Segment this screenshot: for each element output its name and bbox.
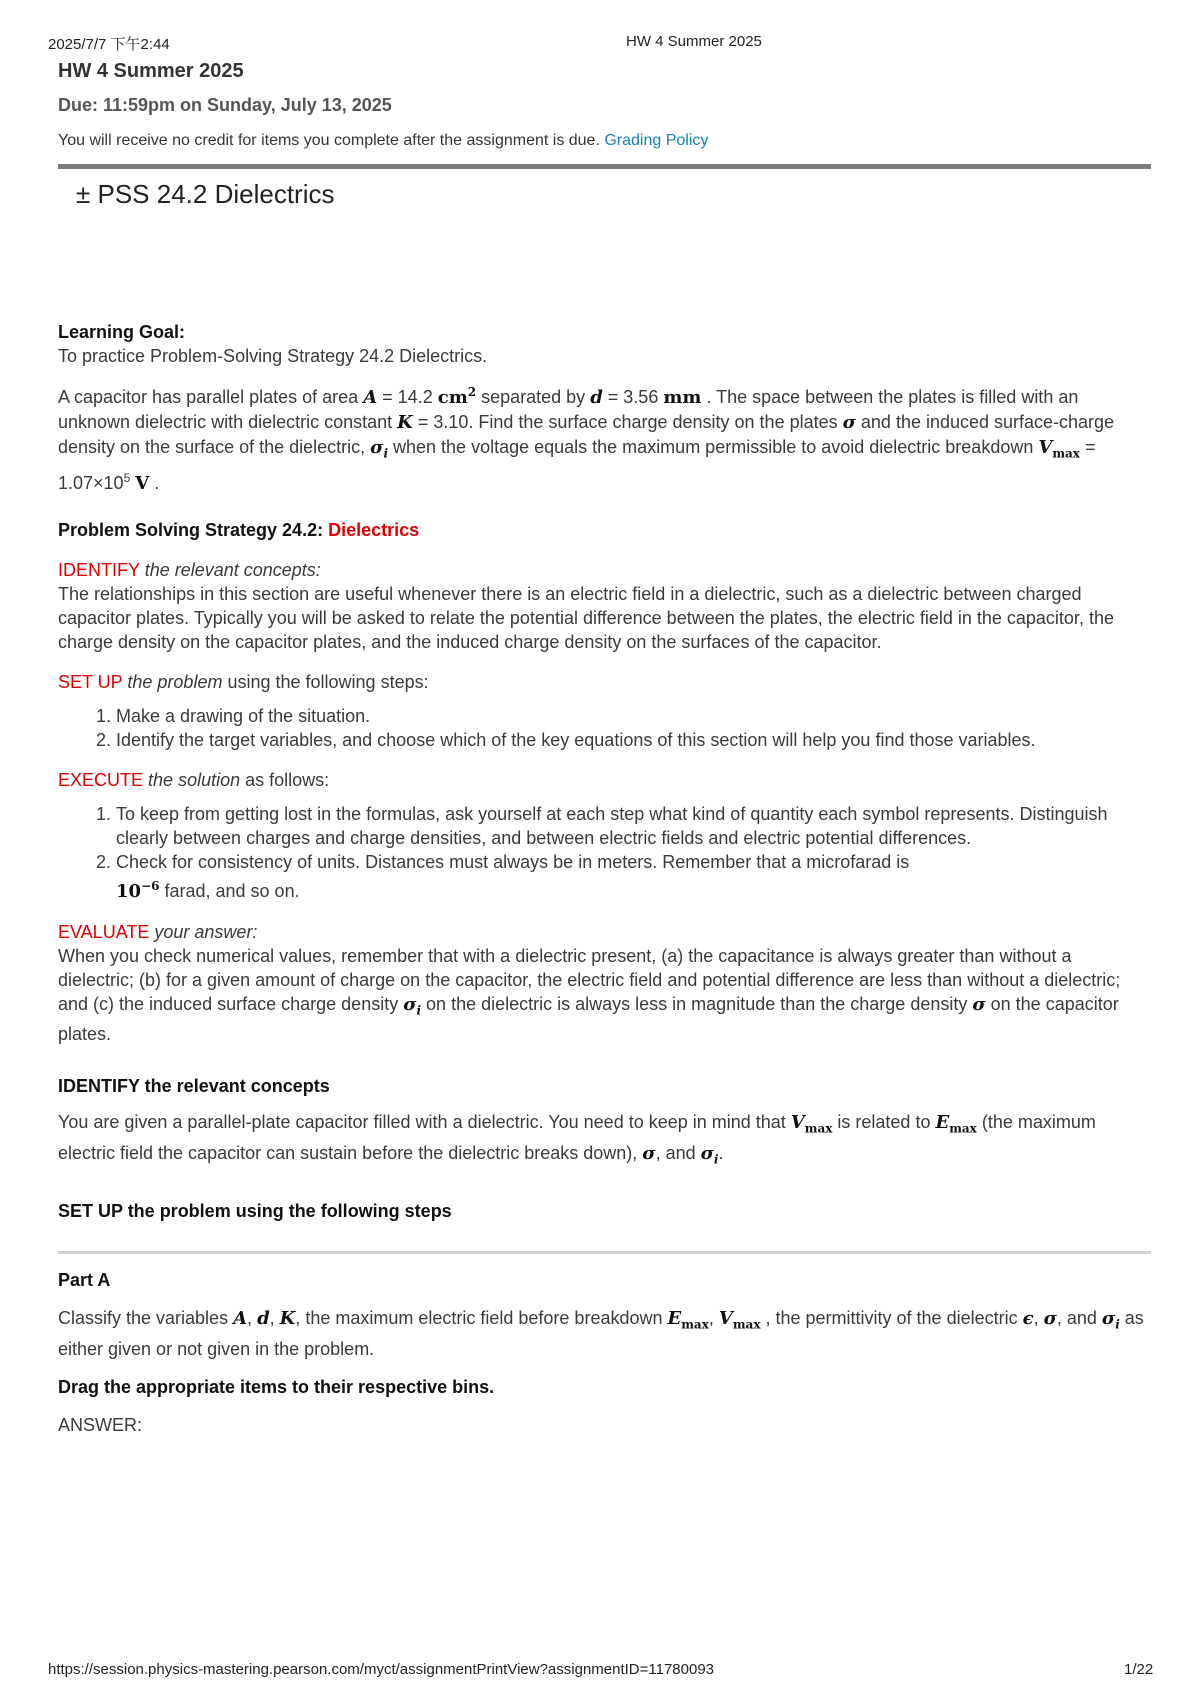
execute-step2-end: farad, and so on. [164,880,300,901]
strategy-name: Dielectrics [328,519,420,540]
execute-section [58,768,1151,904]
area-value: 14.2 [397,387,433,407]
list-item: 2. Identify the target variables, and choose which of the key equations of this section will help you find those variables. [116,728,1151,752]
no-credit-text: You will receive no credit for items you complete after the assignment is due. [58,132,600,149]
learning-goal-text: To practice Problem-Solving Strategy 24.2 Dielectrics. [58,346,488,366]
list-item: 1. To keep from getting lost in the formulas, ask yourself at each step what kind of quantity each symbol represents. Distinguish clearly between charges and charge densities, and between electric fields and electric potential differences. [116,802,1151,850]
setup-section [58,670,1151,752]
strategy-heading [58,518,1151,542]
identify-text: The relationships in this section are useful whenever there is an electric field in a dielectric, such as a dielectric between charged capacitor plates. Typically you will be asked to relate the potential difference between the plates, the electric field in the capacitor, the charge density on the capacitor plates, and the induced charge density on the surfaces of the capacitor. [58,583,1114,652]
identify-concepts-block: IDENTIFY the relevant concepts You are given a parallel-plate capacitor filled with a dielectric. You need to keep in mind that $V_{max}$ is related to $E_{max}$ (the maximum electric field the capacitor can sustain before the dielectric breaks down), σ, and $\sigma_i$. [58,1074,1151,1171]
identify-keyword: IDENTIFY [58,559,140,580]
setup-rest: using the following steps: [227,671,429,692]
identify-italic: the relevant concepts: [144,559,321,580]
section-divider [58,164,1151,169]
strategy-label: Problem Solving Strategy 24.2: [58,519,324,540]
setup-steps-list [58,704,1151,752]
page-number: 1/22 [1124,1661,1154,1678]
learning-goal-label: Learning Goal: [58,322,186,342]
vmax-mantissa: 1.07×10 [58,472,124,493]
learning-goal [58,320,1151,368]
evaluate-section: EVALUATE your answer: When you check numerical values, remember that with a dielectric present, (a) the capacitance is always greater than without a dielectric; (b) for a given amount of charge on the capacitor, the electric field and potential difference are less than without a dielectric; and (c) the induced surface charge density $\sigma_i$ on the dielectric is always less in magnitude than the charge density σ on the capacitor plates. [58,921,1121,1045]
assignment-content [58,56,1151,1437]
evaluate-italic: your answer: [154,921,258,942]
print-header-title: HW 4 Summer 2025 [626,33,762,50]
execute-italic: the solution [148,769,241,790]
k-value: 3.10 [433,412,469,432]
list-item: 2. Check for consistency of units. Distances must always be in meters. Remember that a microfarad is $10^{-6}$ farad, and so on. [116,850,1151,904]
setup-heading: SET UP the problem using the following steps [58,1201,452,1222]
no-credit-notice [58,132,1151,150]
identify-heading: IDENTIFY the relevant concepts [58,1076,330,1097]
footer-url: https://session.physics-mastering.pearson.com/myct/assignmentPrintView?assignmentID=11780093 [48,1661,715,1678]
part-a-instruction: Drag the appropriate items to their respective bins. [58,1376,495,1397]
identify-section [58,558,1151,654]
setup-italic: the problem [127,671,223,692]
execute-rest: as follows: [245,769,330,790]
assignment-title: HW 4 Summer 2025 [58,60,244,82]
execute-steps-list [58,802,1151,904]
evaluate-keyword: EVALUATE [58,921,150,942]
problem-statement: A capacitor has parallel plates of area A = 14.2 $cm^2$ separated by d = 3.56 mm . The space between the plates is filled with an unknown dielectric with dielectric constant K = 3.10. Find the surface charge density on the plates σ and the induced surface-charge density on the surface of the dielectric, $\sigma_i$ when the voltage equals the maximum permissible to avoid dielectric breakdown $V_{max} = 1.07\times 10^5$ V . [58,385,1115,494]
vmax-exponent: 5 [123,470,131,485]
grading-policy-link[interactable]: Grading Policy [604,132,709,149]
list-item: 1. Make a drawing of the situation. [116,704,1151,728]
setup-heading-block [58,1199,1151,1223]
part-divider [58,1251,1151,1254]
print-datetime: 2025/7/7 下午2:44 [48,36,170,53]
part-a-title: Part A [58,1270,111,1291]
answer-label: ANSWER: [58,1414,143,1435]
part-a: Part A Classify the variables A, d, K, the maximum electric field before breakdown $E_{max}$, $V_{max}$ , the permittivity of the dielectric ϵ, σ, and $\sigma_i$ as either given or not given in the problem. Drag the appropriate items to their respective bins. ANSWER: [58,1268,1151,1437]
execute-step2-text: Check for consistency of units. Distances must always be in meters. Remember that a microfarad is [116,851,910,872]
execute-keyword: EXECUTE [58,769,144,790]
due-date: Due: 11:59pm on Sunday, July 13, 2025 [58,95,392,115]
setup-keyword: SET UP [58,671,123,692]
distance-value: 3.56 [623,387,659,407]
problem-title: ± PSS 24.2 Dielectrics [76,179,335,209]
